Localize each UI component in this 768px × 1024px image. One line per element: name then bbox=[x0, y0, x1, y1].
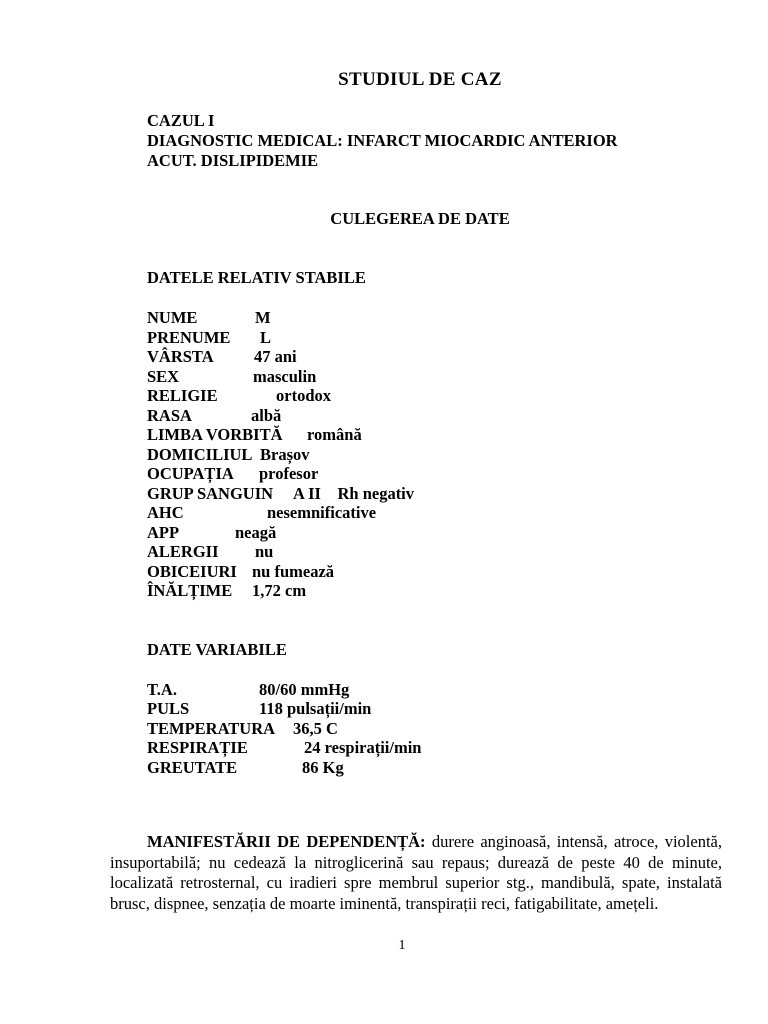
stable-row-grup-sanguin bbox=[147, 484, 415, 504]
row-value: nu fumează bbox=[252, 562, 335, 581]
row-label: VÂRSTA bbox=[147, 347, 214, 366]
collection-heading: CULEGEREA DE DATE bbox=[330, 209, 510, 228]
row-value: 47 ani bbox=[254, 347, 297, 366]
row-value: 1,72 cm bbox=[252, 581, 307, 600]
row-value: 86 Kg bbox=[302, 758, 344, 777]
variable-data-heading: DATE VARIABILE bbox=[147, 640, 287, 659]
stable-row-religie bbox=[147, 386, 331, 406]
row-value: nesemnificative bbox=[267, 503, 377, 522]
row-label: OBICEIURI bbox=[147, 562, 237, 581]
dependency-paragraph bbox=[110, 832, 722, 914]
case-number: CAZUL I bbox=[147, 111, 215, 130]
stable-row-ocupatia bbox=[147, 464, 319, 484]
stable-row-rasa bbox=[147, 406, 282, 426]
row-label: RASA bbox=[147, 406, 192, 425]
row-value: L bbox=[260, 328, 272, 347]
stable-row-inaltime bbox=[147, 581, 307, 601]
row-value: neagă bbox=[235, 523, 277, 542]
row-value: masculin bbox=[253, 367, 317, 386]
stable-row-app bbox=[147, 523, 277, 543]
stable-row-ahc bbox=[147, 503, 377, 523]
variable-row-puls bbox=[147, 699, 372, 719]
row-value: 36,5 C bbox=[293, 719, 338, 738]
variable-row-respiratie bbox=[147, 738, 422, 758]
diagnosis-line-2: ACUT. DISLIPIDEMIE bbox=[147, 151, 319, 170]
row-label: PRENUME bbox=[147, 328, 231, 347]
row-value: albă bbox=[251, 406, 282, 425]
row-label: RESPIRAȚIE bbox=[147, 738, 248, 757]
variable-row-greutate bbox=[147, 758, 344, 778]
row-value: Brașov bbox=[260, 445, 310, 464]
row-label: RELIGIE bbox=[147, 386, 218, 405]
row-label: LIMBA VORBITĂ bbox=[147, 425, 283, 444]
stable-row-sex bbox=[147, 367, 317, 387]
row-value: 80/60 mmHg bbox=[259, 680, 350, 699]
row-value: 118 pulsații/min bbox=[259, 699, 372, 718]
row-label: APP bbox=[147, 523, 180, 542]
row-label: DOMICILIUL bbox=[147, 445, 253, 464]
stable-row-limba bbox=[147, 425, 362, 445]
row-value: ortodox bbox=[276, 386, 331, 405]
row-label: ÎNĂLȚIME bbox=[147, 581, 233, 600]
row-label: PULS bbox=[147, 699, 190, 718]
row-value: M bbox=[255, 308, 271, 327]
page-number: 1 bbox=[398, 938, 406, 953]
stable-row-obiceiuri bbox=[147, 562, 335, 582]
row-value: profesor bbox=[259, 464, 319, 483]
stable-row-alergii bbox=[147, 542, 274, 562]
row-value: A II Rh negativ bbox=[293, 484, 415, 503]
row-label: OCUPAȚIA bbox=[147, 464, 234, 483]
row-label: GREUTATE bbox=[147, 758, 238, 777]
variable-row-temperatura bbox=[147, 719, 338, 739]
row-label: SEX bbox=[147, 367, 180, 386]
stable-row-domiciliul bbox=[147, 445, 310, 465]
variable-row-ta bbox=[147, 680, 350, 700]
dependency-label: MANIFESTĂRII DE DEPENDENȚĂ: bbox=[147, 832, 426, 851]
row-value: 24 respirații/min bbox=[304, 738, 422, 757]
row-label: GRUP SANGUIN bbox=[147, 484, 274, 503]
row-label: TEMPERATURA bbox=[147, 719, 276, 738]
row-label: ALERGII bbox=[147, 542, 219, 561]
row-value: nu bbox=[255, 542, 274, 561]
diagnosis-line-1: DIAGNOSTIC MEDICAL: INFARCT MIOCARDIC ANTERIOR bbox=[147, 131, 618, 150]
row-label: NUME bbox=[147, 308, 198, 327]
dependency-text: durere anginoasă, intensă, atroce, violentă, insuportabilă; nu cedează la nitroglicerină sau repaus; durează de peste 40 de minute, localizată retrosternal, cu iradieri spre membrul superior stg., mandibulă, spate, instalată brusc, dispnee, senzația de moarte iminentă, transpirații reci, fatigabilitate, amețeli. bbox=[110, 832, 722, 913]
row-label: AHC bbox=[147, 503, 184, 522]
row-label: T.A. bbox=[147, 680, 177, 699]
stable-data-heading: DATELE RELATIV STABILE bbox=[147, 268, 366, 287]
document-title: STUDIUL DE CAZ bbox=[338, 69, 502, 90]
row-value: română bbox=[307, 425, 362, 444]
stable-row-name bbox=[147, 308, 271, 328]
stable-row-varsta bbox=[147, 347, 297, 367]
stable-row-prenume bbox=[147, 328, 272, 348]
